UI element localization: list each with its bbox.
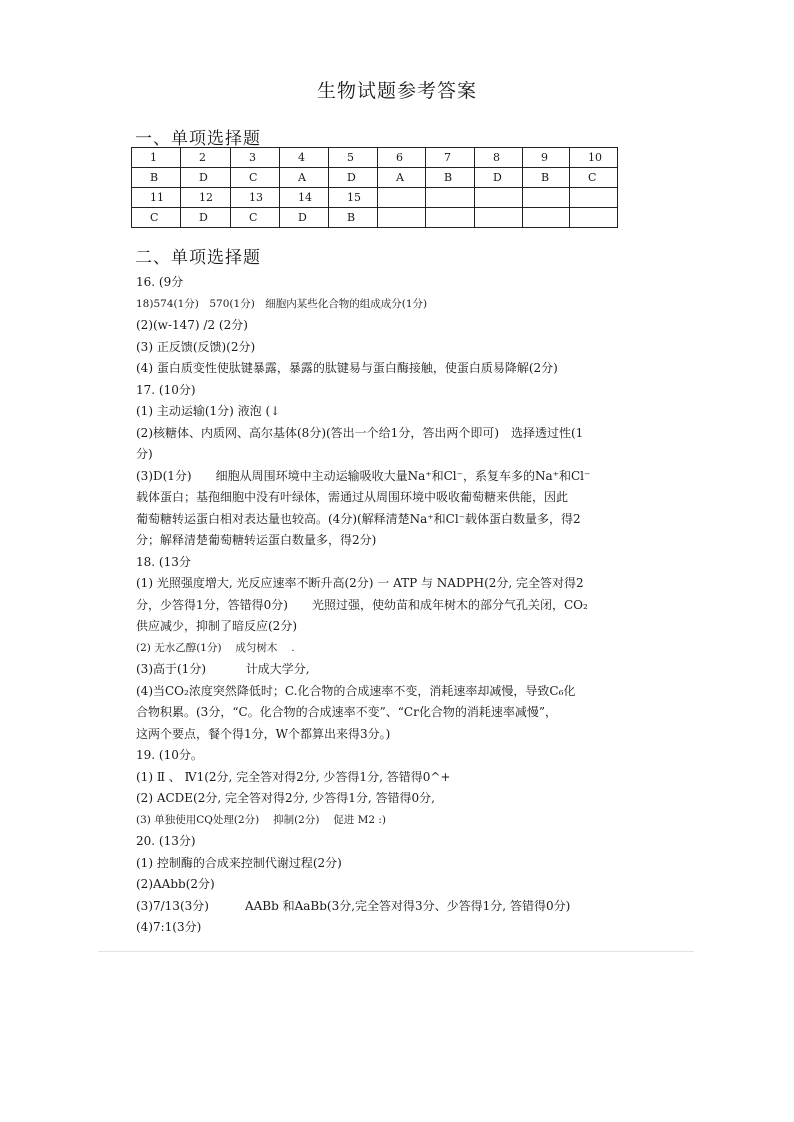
- answer-cell: B: [426, 168, 475, 188]
- answer-table: [131, 147, 618, 228]
- answer-cell: A: [280, 168, 329, 188]
- question-number-cell: 6: [378, 148, 426, 168]
- answer-cell: D: [280, 208, 329, 228]
- question-number-cell: 4: [280, 148, 329, 168]
- question-number-cell: 7: [426, 148, 475, 168]
- question-number-cell: 2: [181, 148, 231, 168]
- answer-cell: C: [132, 208, 181, 228]
- question-number-cell: 10: [570, 148, 618, 168]
- answer-line: (1) 控制酶的合成来控制代谢过程(2分): [136, 855, 342, 870]
- answer-line: (2) ACDE(2分, 完全答对得2分, 少答得1分, 答错得0分,: [136, 791, 435, 805]
- question-number-cell: [523, 188, 570, 208]
- answer-cell: [426, 208, 475, 228]
- question-number-cell: [475, 188, 523, 208]
- question-number-cell: [426, 188, 475, 208]
- answer-explanations: [136, 272, 636, 939]
- answer-cell: [523, 208, 570, 228]
- answer-line: (3)高于(1分) 计成大学分,: [136, 662, 310, 676]
- answer-line: 17. (10分): [136, 382, 196, 397]
- answer-row: [132, 168, 618, 188]
- answer-line: (4)7:1(3分): [136, 920, 202, 934]
- answer-cell: C: [231, 208, 280, 228]
- answer-line: 19. (10分。: [136, 748, 203, 762]
- question-number-cell: 14: [280, 188, 329, 208]
- answer-cell: [475, 208, 523, 228]
- question-number-cell: 3: [231, 148, 280, 168]
- answer-line: (1) 主动运输(1分) 液泡 (↓: [136, 404, 281, 418]
- answer-line: 葡萄糖转运蛋白相对表达量也较高。(4分)(解释清楚Na⁺和Cl⁻载体蛋白数量多，得2: [136, 511, 581, 526]
- answer-line: 载体蛋白；基孢细胞中没有叶绿体，需通过从周围环境中吸收葡萄糖来供能，因此: [136, 490, 569, 504]
- answer-line: 分，少答得1分，答错得0分) 光照过强，使幼苗和成年树木的部分气孔关闭，CO₂: [136, 597, 588, 612]
- answer-cell: [570, 208, 618, 228]
- question-number-cell: 13: [231, 188, 280, 208]
- question-number-cell: 11: [132, 188, 181, 208]
- answer-cell: C: [231, 168, 280, 188]
- answer-cell: D: [181, 168, 231, 188]
- answer-line: (2)AAbb(2分): [136, 877, 215, 891]
- answer-cell: B: [329, 208, 378, 228]
- question-number-row: [132, 188, 618, 208]
- question-number-cell: [378, 188, 426, 208]
- answer-line: (3)D(1分) 细胞从周围环境中主动运输吸收大量Na⁺和Cl⁻，系复车多的Na⁺和Cl⁻: [136, 468, 591, 483]
- answer-cell: D: [181, 208, 231, 228]
- answer-line: (2) 无水乙醇(1分) 成匀树木 .: [136, 641, 295, 654]
- answer-cell: C: [570, 168, 618, 188]
- question-number-cell: 5: [329, 148, 378, 168]
- question-number-cell: 15: [329, 188, 378, 208]
- answer-cell: B: [132, 168, 181, 188]
- answer-line: 16. (9分: [136, 275, 184, 289]
- answer-line: (3)7/13(3分) AABb 和AaBb(3分,完全答对得3分、少答得1分, 答错得0分): [136, 898, 571, 913]
- answer-line: 合物积累。(3分，“C。化合物的合成速率不变”、“Cr化合物的消耗速率减慢”，: [136, 705, 557, 719]
- answer-line: 供应减少，抑制了暗反应(2分): [136, 619, 297, 633]
- answer-line: (2)(w-147) /2 (2分): [136, 318, 248, 332]
- question-number-cell: 8: [475, 148, 523, 168]
- section1-heading: 一、单项选择题: [135, 129, 261, 149]
- answer-cell: D: [475, 168, 523, 188]
- page-divider: [98, 951, 694, 952]
- answer-line: 20. (13分): [136, 834, 196, 848]
- answer-cell: [378, 208, 426, 228]
- answer-line: (4) 蛋白质变性使肽键暴露，暴露的肽键易与蛋白酶接触，使蛋白质易降解(2分): [136, 361, 558, 375]
- answer-line: (1) Ⅱ 、 Ⅳ1(2分, 完全答对得2分, 少答得1分, 答错得0^+: [136, 769, 451, 784]
- answer-cell: D: [329, 168, 378, 188]
- answer-line: (1) 光照强度增大, 光反应速率不断升高(2分) 一 ATP 与 NADPH(2分, 完全答对得2: [136, 576, 584, 590]
- question-number-cell: 12: [181, 188, 231, 208]
- question-number-cell: [570, 188, 618, 208]
- section2-heading: 二、单项选择题: [135, 248, 261, 268]
- answer-line: 这两个要点，餐个得1分，W个都算出来得3分。): [136, 726, 391, 741]
- answer-row: [132, 208, 618, 228]
- answer-line: 分；解释清楚葡萄糖转运蛋白数量多，得2分): [136, 533, 377, 547]
- answer-line: (4)当CO₂浓度突然降低时；C.化合物的合成速率不变，消耗速率却减慢，导致C₆化: [136, 683, 576, 698]
- page-title: 生物试题参考答案: [316, 80, 477, 102]
- answer-cell: B: [523, 168, 570, 188]
- question-number-row: [132, 148, 618, 168]
- question-number-cell: 1: [132, 148, 181, 168]
- answer-line: 18)574(1分) 570(1分) 细胞内某些化合物的组成成分(1分): [136, 297, 428, 310]
- answer-line: (3) 正反馈(反馈)(2分): [136, 339, 256, 354]
- answer-line: (2)核糖体、内质网、高尔基体(8分)(答出一个给1分，答出两个即可) 选择透过性(1: [136, 425, 584, 440]
- answer-line: 分): [136, 447, 153, 461]
- answer-line: 18. (13分: [136, 554, 191, 569]
- question-number-cell: 9: [523, 148, 570, 168]
- answer-line: (3) 单独使用CQ处理(2分) 抑制(2分) 促进 M2 :): [136, 813, 387, 826]
- answer-cell: A: [378, 168, 426, 188]
